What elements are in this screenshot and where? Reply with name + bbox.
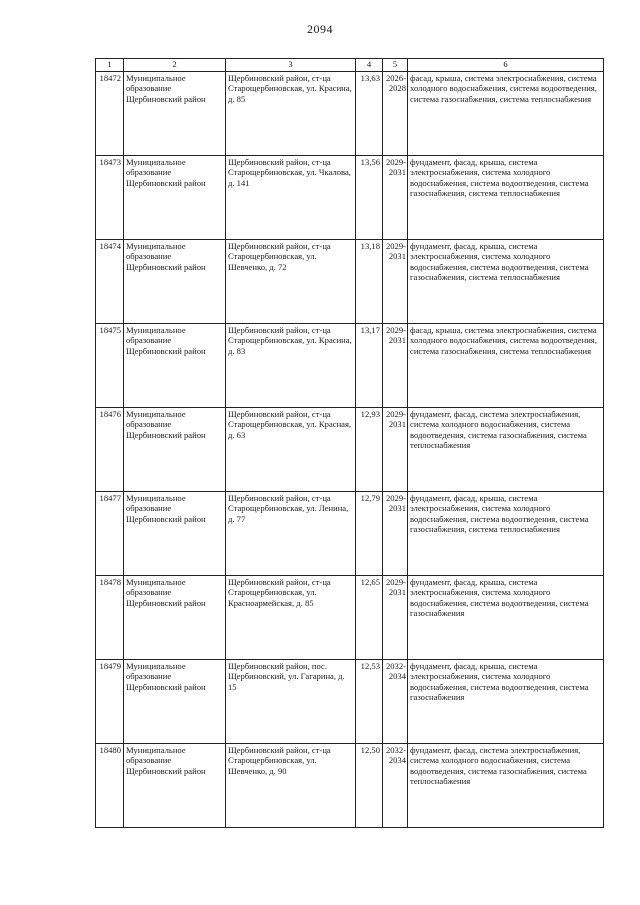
row-number-cell: 18478 — [96, 576, 124, 660]
municipality-cell: Муниципальное образование Щербиновский район — [124, 408, 226, 492]
address-cell: Щербиновский район, ст-ца Старощербиновская, ул. Чкалова, д. 141 — [226, 156, 356, 240]
period-cell: 2029-2031 — [383, 492, 408, 576]
municipality-cell: Муниципальное образование Щербиновский район — [124, 660, 226, 744]
area-cell: 12,53 — [356, 660, 383, 744]
address-cell: Щербиновский район, ст-ца Старощербиновская, ул. Ленина, д. 77 — [226, 492, 356, 576]
municipality-cell: Муниципальное образование Щербиновский район — [124, 576, 226, 660]
table-row — [96, 576, 604, 660]
table-row — [96, 408, 604, 492]
period-cell: 2032-2034 — [383, 660, 408, 744]
area-cell: 13,56 — [356, 156, 383, 240]
row-number-cell: 18480 — [96, 744, 124, 828]
column-header: 1 — [96, 59, 124, 72]
row-number-cell: 18476 — [96, 408, 124, 492]
column-header: 2 — [124, 59, 226, 72]
period-cell: 2026-2028 — [383, 72, 408, 156]
area-cell: 12,50 — [356, 744, 383, 828]
address-cell: Щербиновский район, ст-ца Старощербиновская, ул. Красная, д. 63 — [226, 408, 356, 492]
address-cell: Щербиновский район, ст-ца Старощербиновская, ул. Красноармейская, д. 85 — [226, 576, 356, 660]
table-row — [96, 156, 604, 240]
table-row — [96, 660, 604, 744]
period-cell: 2032-2034 — [383, 744, 408, 828]
address-cell: Щербиновский район, пос. Щербиновский, ул. Гагарина, д. 15 — [226, 660, 356, 744]
works-cell: фундамент, фасад, крыша, система электроснабжения, система холодного водоснабжения, система водоотведения, система газоснабжения, система теплоснабжения — [408, 156, 604, 240]
area-cell: 12,93 — [356, 408, 383, 492]
address-cell: Щербиновский район, ст-ца Старощербиновская, ул. Красина, д. 83 — [226, 324, 356, 408]
municipality-cell: Муниципальное образование Щербиновский район — [124, 72, 226, 156]
row-number-cell: 18472 — [96, 72, 124, 156]
period-cell: 2029-2031 — [383, 240, 408, 324]
table-row — [96, 324, 604, 408]
works-cell: фундамент, фасад, крыша, система электроснабжения, система холодного водоснабжения, система водоотведения, система газоснабжения — [408, 576, 604, 660]
municipality-cell: Муниципальное образование Щербиновский район — [124, 492, 226, 576]
period-cell: 2029-2031 — [383, 576, 408, 660]
period-cell: 2029-2031 — [383, 156, 408, 240]
municipality-cell: Муниципальное образование Щербиновский район — [124, 240, 226, 324]
area-cell: 13,17 — [356, 324, 383, 408]
works-cell: фасад, крыша, система электроснабжения, система холодного водоснабжения, система водоотведения, система газоснабжения, система теплоснабжения — [408, 324, 604, 408]
table-header-row — [96, 59, 604, 72]
area-cell: 12,65 — [356, 576, 383, 660]
area-cell: 13,63 — [356, 72, 383, 156]
column-header: 4 — [356, 59, 383, 72]
table-row — [96, 492, 604, 576]
works-cell: фундамент, фасад, система электроснабжения, система холодного водоснабжения, система водоотведения, система газоснабжения, система теплоснабжения — [408, 744, 604, 828]
column-header: 3 — [226, 59, 356, 72]
works-cell: фасад, крыша, система электроснабжения, система холодного водоснабжения, система водоотведения, система газоснабжения, система теплоснабжения — [408, 72, 604, 156]
municipality-cell: Муниципальное образование Щербиновский район — [124, 744, 226, 828]
row-number-cell: 18477 — [96, 492, 124, 576]
table-row — [96, 240, 604, 324]
capital-repair-table — [95, 58, 604, 828]
works-cell: фундамент, фасад, крыша, система электроснабжения, система холодного водоснабжения, система водоотведения, система газоснабжения, система теплоснабжения — [408, 492, 604, 576]
column-header: 5 — [383, 59, 408, 72]
column-header: 6 — [408, 59, 604, 72]
table-row — [96, 744, 604, 828]
period-cell: 2029-2031 — [383, 324, 408, 408]
row-number-cell: 18475 — [96, 324, 124, 408]
address-cell: Щербиновский район, ст-ца Старощербиновская, ул. Шевченко, д. 72 — [226, 240, 356, 324]
municipality-cell: Муниципальное образование Щербиновский район — [124, 156, 226, 240]
area-cell: 12,79 — [356, 492, 383, 576]
address-cell: Щербиновский район, ст-ца Старощербиновская, ул. Шевченко, д. 90 — [226, 744, 356, 828]
address-cell: Щербиновский район, ст-ца Старощербиновская, ул. Красина, д. 85 — [226, 72, 356, 156]
page-number: 2094 — [307, 22, 333, 36]
municipality-cell: Муниципальное образование Щербиновский район — [124, 324, 226, 408]
table-row — [96, 72, 604, 156]
works-cell: фундамент, фасад, крыша, система электроснабжения, система холодного водоснабжения, система водоотведения, система газоснабжения — [408, 660, 604, 744]
works-cell: фундамент, фасад, крыша, система электроснабжения, система холодного водоснабжения, система водоотведения, система газоснабжения, система теплоснабжения — [408, 240, 604, 324]
row-number-cell: 18474 — [96, 240, 124, 324]
row-number-cell: 18473 — [96, 156, 124, 240]
period-cell: 2029-2031 — [383, 408, 408, 492]
works-cell: фундамент, фасад, система электроснабжения, система холодного водоснабжения, система водоотведения, система газоснабжения, система теплоснабжения — [408, 408, 604, 492]
row-number-cell: 18479 — [96, 660, 124, 744]
area-cell: 13,18 — [356, 240, 383, 324]
